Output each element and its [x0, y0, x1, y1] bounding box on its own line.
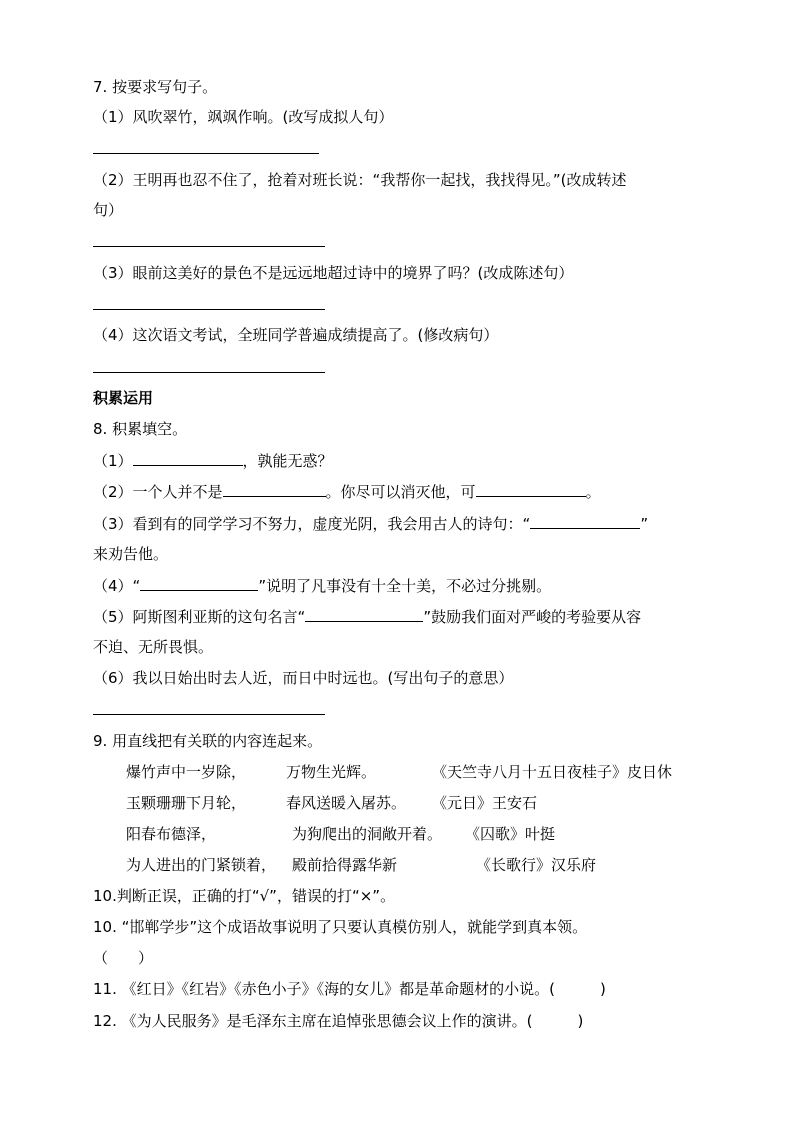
- section-heading: 积累运用: [93, 389, 154, 407]
- q8-item-3a: [93, 514, 648, 533]
- q7-item-4: （4）这次语文考试，全班同学普遍成绩提高了。(修改病句）: [93, 326, 499, 344]
- q7-answer-line-2[interactable]: [93, 246, 325, 247]
- q8-item-1-suffix: ，孰能无惑？: [242, 452, 333, 470]
- q9-right-item-2[interactable]: 《元日》王安石: [432, 794, 538, 812]
- q7-title: 7. 按要求写句子。: [93, 78, 218, 96]
- q9-right-item-4[interactable]: 《长歌行》汉乐府: [476, 856, 597, 874]
- q7-answer-line-4[interactable]: [93, 372, 325, 373]
- q8-blank-2b[interactable]: [476, 482, 586, 497]
- q9-left-item-3[interactable]: 阳春布德泽，: [126, 825, 217, 843]
- q8-item-5a: [93, 607, 641, 626]
- q9-middle-item-2[interactable]: 春风送暖入屠苏。: [286, 794, 407, 812]
- q8-item-2-middle: 。你尽可以消灭他，可: [325, 483, 476, 501]
- q9-title: 9. 用直线把有关联的内容连起来。: [93, 732, 323, 750]
- q7-item-2a: （2）王明再也忍不住了，抢着对班长说：“我帮你一起找，我找得见。”(改成转述: [93, 171, 627, 189]
- q8-item-5b: 不迫、无所畏惧。: [93, 638, 214, 656]
- q9-left-item-4[interactable]: 为人进出的门紧锁着，: [126, 856, 277, 874]
- q8-blank-4[interactable]: [140, 576, 258, 591]
- q8-item-2: [93, 482, 601, 501]
- q8-item-4: [93, 576, 551, 595]
- q8-blank-1[interactable]: [133, 451, 243, 466]
- q9-right-item-1[interactable]: 《天竺寺八月十五日夜桂子》皮日休: [432, 763, 673, 781]
- q10-statement-12[interactable]: 12. 《为人民服务》是毛泽东主席在追悼张思德会议上作的演讲。( ): [93, 1012, 584, 1030]
- q8-item-3-prefix: （3）看到有的同学学习不努力，虚度光阴，我会用古人的诗句：“: [93, 515, 531, 533]
- q8-item-2-suffix: 。: [585, 483, 601, 501]
- q8-blank-3[interactable]: [530, 514, 640, 529]
- q9-right-item-3[interactable]: 《囚歌》叶挺: [465, 825, 556, 843]
- q9-middle-item-3[interactable]: 为狗爬出的洞敞开着。: [292, 825, 443, 843]
- q10-statement-11[interactable]: 11. 《红日》《红岩》《赤色小子》《海的女儿》都是革命题材的小说。( ): [93, 980, 606, 998]
- q8-item-1-prefix: （1）: [93, 452, 133, 470]
- q7-item-1: （1）风吹翠竹，飒飒作响。(改写成拟人句）: [93, 108, 394, 126]
- q8-item-3b: 来劝告他。: [93, 545, 169, 563]
- q8-answer-line-6[interactable]: [93, 714, 325, 715]
- q8-blank-5[interactable]: [305, 607, 423, 622]
- q9-left-item-1[interactable]: 爆竹声中一岁除，: [126, 763, 247, 781]
- q8-item-1: [93, 451, 333, 470]
- q8-item-5-prefix: （5）阿斯图利亚斯的这句名言“: [93, 608, 306, 626]
- q8-item-2-prefix: （2）一个人并不是: [93, 483, 223, 501]
- q8-item-3-suffix: ”: [640, 515, 649, 533]
- q9-middle-item-4[interactable]: 殿前拾得露华新: [292, 856, 398, 874]
- q8-item-6: （6）我以日始出时去人近，而日中时远也。(写出句子的意思）: [93, 669, 514, 687]
- q9-left-item-2[interactable]: 玉颗珊珊下月轮，: [126, 794, 247, 812]
- q7-answer-line-3[interactable]: [93, 309, 325, 310]
- q8-title: 8. 积累填空。: [93, 420, 188, 438]
- q7-item-2b: 句）: [93, 201, 124, 219]
- q8-item-4-suffix: ”说明了凡事没有十全十美，不必过分挑剔。: [258, 577, 552, 595]
- q10-statement-10: 10. “邯郸学步”这个成语故事说明了只要认真模仿别人，就能学到真本领。: [93, 918, 588, 936]
- q7-answer-line-1[interactable]: [93, 153, 319, 154]
- q10-answer-paren-10[interactable]: （ ）: [93, 949, 154, 967]
- q10-title: 10.判断正误，正确的打“√”，错误的打“×”。: [93, 887, 396, 905]
- q9-middle-item-1[interactable]: 万物生光辉。: [286, 763, 377, 781]
- q7-item-3: （3）眼前这美好的景色不是远远地超过诗中的境界了吗？(改成陈述句）: [93, 264, 574, 282]
- q8-blank-2a[interactable]: [223, 482, 326, 497]
- q8-item-4-prefix: （4）“: [93, 577, 141, 595]
- q8-item-5-suffix: ”鼓励我们面对严峻的考验要从容: [423, 608, 642, 626]
